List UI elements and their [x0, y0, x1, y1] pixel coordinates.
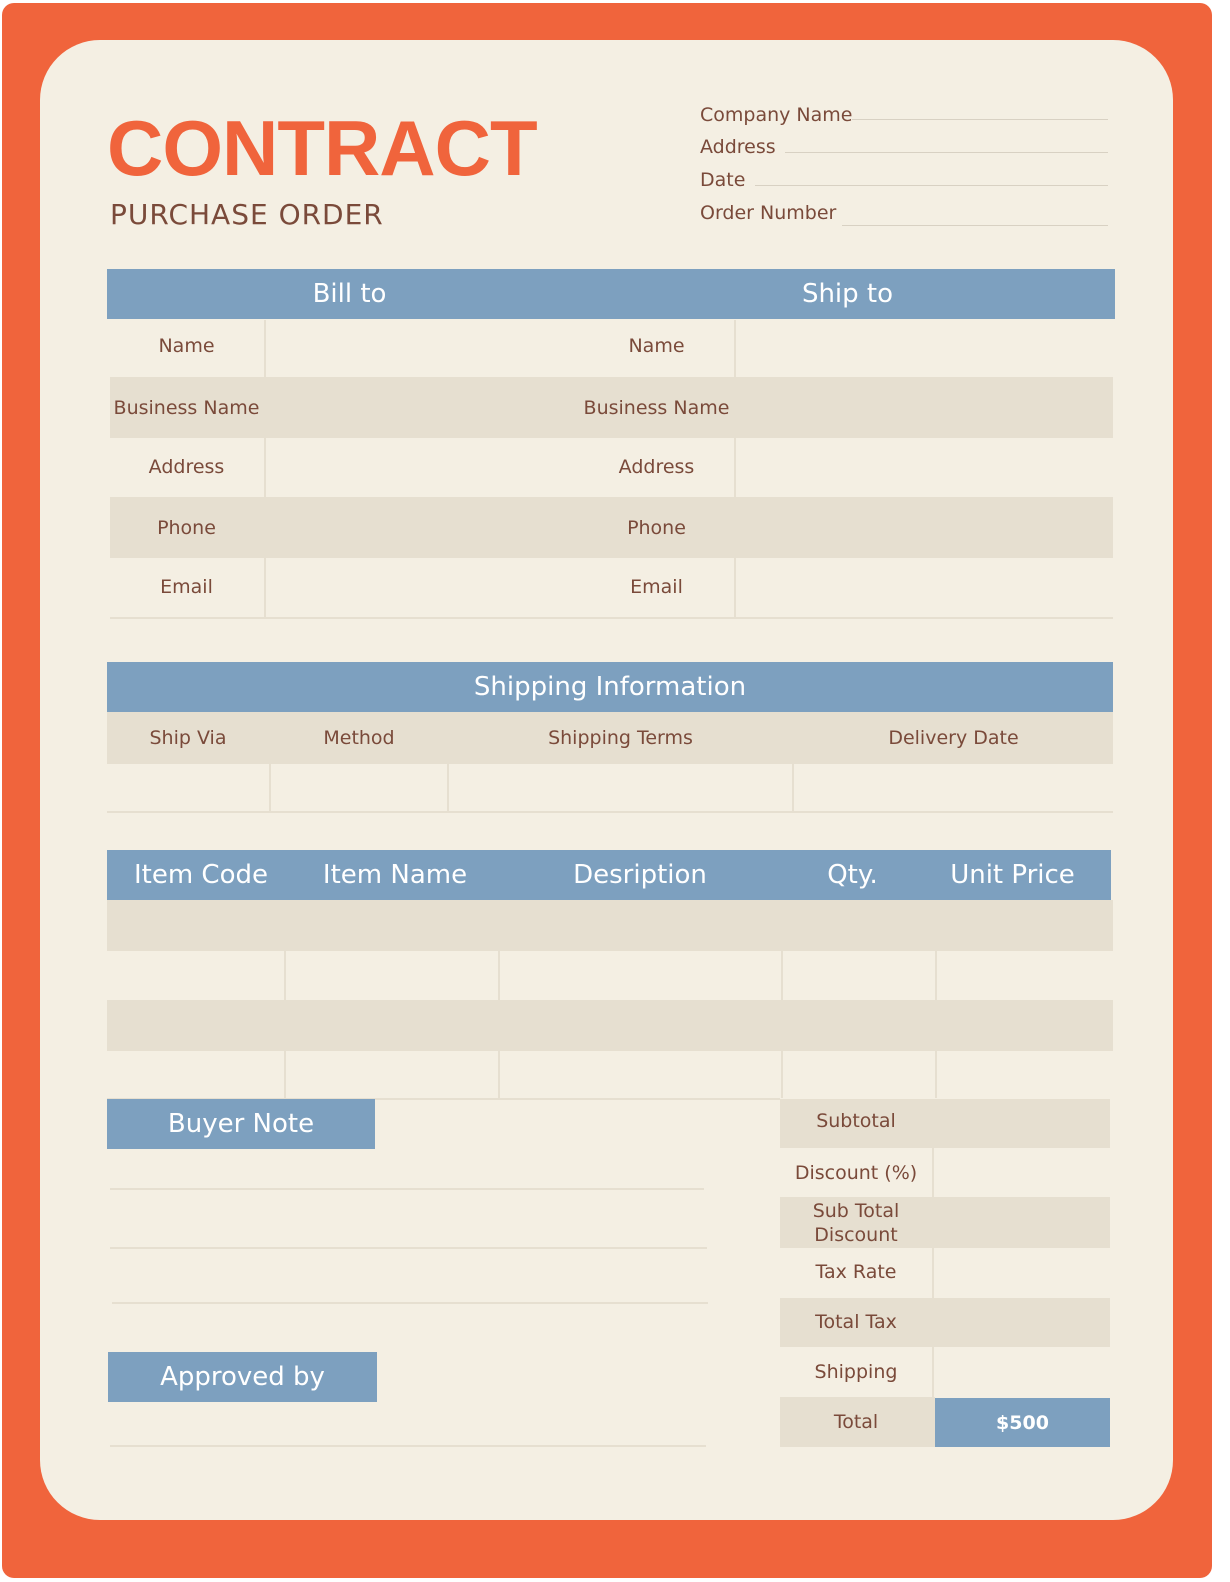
company-name-line[interactable]	[852, 119, 1108, 120]
method-field[interactable]	[271, 764, 446, 811]
ship-name-field[interactable]	[736, 320, 1113, 372]
ship-via-field[interactable]	[107, 764, 268, 811]
address-line[interactable]	[785, 152, 1108, 153]
ship-business-name-label: Business Name	[583, 396, 730, 419]
item-row[interactable]	[107, 1051, 1113, 1098]
item-code-column: Item Code	[133, 860, 268, 890]
approved-by-header: Approved by	[108, 1352, 377, 1402]
method-column: Method	[323, 727, 395, 749]
total-label: Total	[833, 1411, 879, 1433]
total-value: $500	[935, 1398, 1110, 1447]
totals-divider	[932, 1347, 934, 1397]
item-row[interactable]	[107, 1000, 1113, 1051]
shipping-bottom-line	[107, 811, 1113, 813]
item-row[interactable]	[107, 951, 1113, 1000]
totals-divider	[932, 1248, 934, 1298]
item-divider	[781, 1051, 783, 1098]
bill-name-label: Name	[158, 335, 215, 357]
delivery-date-column: Delivery Date	[888, 727, 1019, 749]
shipping-label: Shipping	[814, 1361, 898, 1383]
tax-rate-label: Tax Rate	[815, 1260, 897, 1283]
ship-address-label: Address	[618, 456, 695, 478]
shipping-value[interactable]	[935, 1347, 1110, 1397]
bill-address-label: Address	[148, 456, 225, 478]
shipping-terms-field[interactable]	[449, 764, 791, 811]
item-divider	[781, 951, 783, 1000]
date-label: Date	[700, 169, 746, 191]
company-name-label: Company Name	[700, 104, 853, 126]
item-divider	[935, 951, 937, 1000]
buyer-note-line[interactable]	[110, 1247, 707, 1249]
description-column: Desription	[573, 860, 707, 890]
date-line[interactable]	[755, 185, 1108, 186]
total-tax-label: Total Tax	[815, 1310, 897, 1333]
item-divider	[498, 1051, 500, 1098]
approved-by-line[interactable]	[110, 1445, 706, 1447]
ship-phone-label: Phone	[627, 516, 686, 539]
qty-column: Qty.	[827, 860, 878, 890]
shipping-info-header: Shipping Information	[107, 662, 1113, 712]
ship-to-header: Ship to	[801, 279, 894, 309]
buyer-note-header: Buyer Note	[107, 1099, 375, 1149]
totals-divider	[932, 1148, 934, 1197]
item-divider	[284, 1051, 286, 1098]
subtotal-label: Subtotal	[816, 1110, 896, 1132]
address-label: Address	[700, 136, 776, 158]
ship-via-column: Ship Via	[149, 727, 227, 749]
ship-address-field[interactable]	[736, 438, 1113, 496]
delivery-date-field[interactable]	[794, 764, 1113, 811]
bill-to-header: Bill to	[312, 279, 387, 309]
discount-label: Discount (%)	[794, 1161, 918, 1184]
bill-phone-label: Phone	[157, 516, 216, 539]
bill-email-label: Email	[160, 576, 213, 598]
item-row[interactable]	[107, 900, 1113, 951]
order-number-label: Order Number	[700, 202, 837, 224]
item-divider	[935, 1051, 937, 1098]
ship-email-field[interactable]	[736, 558, 1113, 616]
buyer-note-line[interactable]	[112, 1302, 708, 1304]
bill-business-name-label: Business Name	[113, 396, 260, 419]
ship-email-label: Email	[630, 576, 683, 598]
document-title: CONTRACT	[107, 104, 537, 192]
order-number-line[interactable]	[842, 225, 1108, 226]
sub-total-discount-value[interactable]	[935, 1197, 1110, 1248]
item-divider	[498, 951, 500, 1000]
party-bottom-line	[110, 617, 1113, 619]
item-name-column: Item Name	[322, 860, 468, 890]
discount-value[interactable]	[935, 1148, 1110, 1197]
tax-rate-value[interactable]	[935, 1248, 1110, 1298]
total-tax-value[interactable]	[935, 1298, 1110, 1347]
shipping-terms-column: Shipping Terms	[548, 727, 693, 749]
subtotal-value[interactable]	[935, 1099, 1110, 1148]
sub-total-discount-label: Sub Total Discount	[812, 1199, 900, 1246]
unit-price-column: Unit Price	[950, 860, 1075, 890]
buyer-note-line[interactable]	[110, 1188, 704, 1190]
document-subtitle: PURCHASE ORDER	[110, 198, 384, 231]
item-divider	[284, 951, 286, 1000]
ship-name-label: Name	[628, 335, 685, 357]
